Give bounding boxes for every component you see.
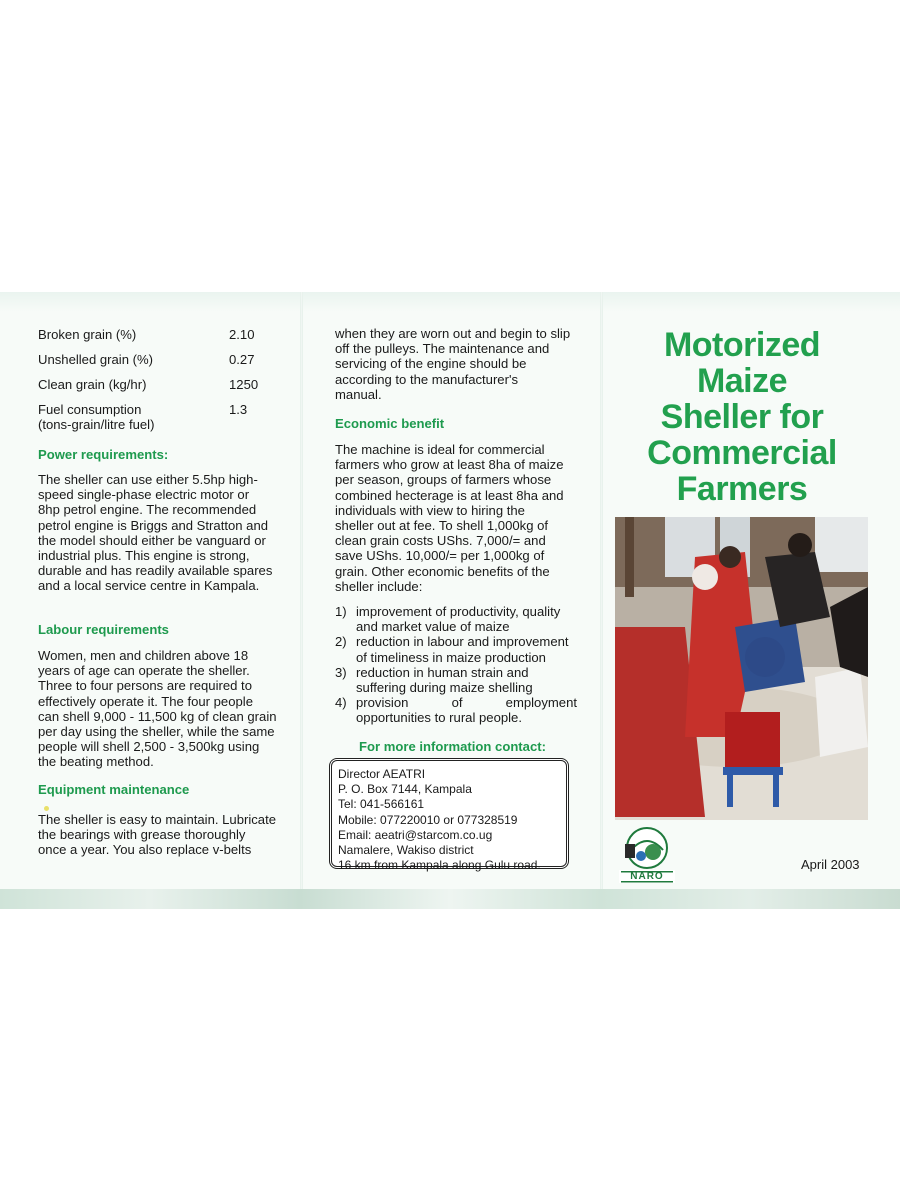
labour-paragraph <box>38 648 284 770</box>
spec-label: Unshelled grain (%) <box>38 352 153 367</box>
contact-line: Director AEATRI <box>338 767 426 781</box>
text-line: sheller include: <box>335 578 423 594</box>
text-line: can shell 9,000 - 11,500 kg of clean grain <box>38 708 277 724</box>
list-item <box>335 695 577 725</box>
power-paragraph <box>38 472 284 594</box>
text-line: the model should either be vanguard or <box>38 532 266 548</box>
power-heading: Power requirements: <box>38 447 169 462</box>
spec-label: Fuel consumption <box>38 402 142 417</box>
text-line: effectively operate it. The four people <box>38 693 253 709</box>
economic-paragraph <box>335 442 577 594</box>
spec-value: 1250 <box>229 377 259 392</box>
text-line: suffering during maize shelling <box>356 680 533 696</box>
publication-date: April 2003 <box>801 857 860 872</box>
economic-heading: Economic benefit <box>335 416 445 431</box>
text-line: off the pulleys. The maintenance and <box>335 341 550 357</box>
text-line: reduction in human strain and <box>356 664 529 680</box>
text-line: grain. Other economic benefits of the <box>335 563 550 579</box>
maize-sheller-photo <box>615 517 868 820</box>
title-line: Commercial <box>647 434 837 472</box>
photo-illustration <box>615 517 868 820</box>
list-number: 1) <box>335 604 347 619</box>
title-line: Maize <box>696 362 788 400</box>
benefits-list <box>335 604 577 726</box>
maintenance-paragraph <box>38 812 284 858</box>
list-number: 4) <box>335 695 347 711</box>
text-line: and a local service centre in Kampala. <box>38 578 260 594</box>
text-line: per day using the sheller, while the same <box>38 724 275 740</box>
text-line: The machine is ideal for commercial <box>335 442 545 457</box>
text-line: manual. <box>335 386 382 402</box>
left-panel <box>26 312 288 887</box>
fold-line-2 <box>600 292 603 909</box>
text-line: Three to four persons are required to <box>38 678 252 694</box>
naro-logo <box>619 822 675 884</box>
contact-line: Tel: 041-566161 <box>338 797 425 812</box>
scan-edge-top <box>0 292 900 312</box>
scan-edge-bottom <box>0 889 900 909</box>
text-line: according to the manufacturer's <box>335 371 518 387</box>
spec-label: Broken grain (%) <box>38 327 137 342</box>
text-line: once a year. You also replace v-belts <box>38 842 252 858</box>
contact-email[interactable]: Email: aeatri@starcom.co.ug <box>338 827 493 842</box>
list-item <box>335 665 577 695</box>
text-line: individuals with view to hiring the <box>335 502 525 518</box>
text-line: reduction in labour and improvement <box>356 634 569 650</box>
text-line: save UShs. 10,000/= per 1,000kg of <box>335 548 545 564</box>
text-line: speed single-phase electric motor or <box>38 487 250 503</box>
text-line: industrial plus. This engine is strong, <box>38 548 250 564</box>
text-line: opportunities to rural people. <box>356 710 522 726</box>
text-line: combined hecterage is at least 8ha and <box>335 487 564 503</box>
maintenance-continued <box>335 326 577 402</box>
contact-line: Mobile: 077220010 or 077328519 <box>338 812 518 827</box>
text-line: durable and has readily available spares <box>38 563 273 579</box>
text-line: the bearings with grease thoroughly <box>38 827 246 843</box>
title-line: Sheller for <box>660 398 824 436</box>
text-line: clean grain costs UShs. 7,000/= and <box>335 533 546 549</box>
list-item <box>335 634 577 664</box>
text-line: of timeliness in maize production <box>356 649 546 665</box>
text-line: farmers who grow at least 8ha of maize <box>335 457 564 473</box>
text-line: The sheller can use either 5.5hp high- <box>38 472 258 487</box>
maintenance-heading: Equipment maintenance <box>38 782 190 797</box>
list-item <box>335 604 577 634</box>
spec-sublabel: (tons-grain/litre fuel) <box>38 417 155 432</box>
text-line: servicing of the engine should be <box>335 356 527 372</box>
title-line: Farmers <box>676 470 808 508</box>
text-line: Women, men and children above 18 <box>38 648 249 663</box>
text-line: sheller out at fee. To shell 1,000kg of <box>335 518 549 534</box>
text-line: improvement of productivity, quality <box>356 604 561 619</box>
spec-value: 2.10 <box>229 327 255 342</box>
contact-heading: For more information contact: <box>359 739 546 754</box>
text-line: people will shell 2,500 - 3,500kg using <box>38 739 260 755</box>
text-line: The sheller is easy to maintain. Lubricate <box>38 812 276 827</box>
cover-panel <box>611 312 873 887</box>
contact-line: Namalere, Wakiso district <box>338 843 474 858</box>
logo-text: NARO <box>630 871 664 882</box>
text-line: provision of employment <box>356 695 577 711</box>
contact-line: 16 km from Kampala along Gulu road. <box>338 858 541 873</box>
spec-value: 0.27 <box>229 352 255 367</box>
yellow-dot <box>44 806 49 811</box>
text-line: the beating method. <box>38 754 154 770</box>
text-line: when they are worn out and begin to slip <box>335 326 571 341</box>
middle-panel <box>335 312 577 887</box>
spec-label: Clean grain (kg/hr) <box>38 377 147 392</box>
contact-line: P. O. Box 7144, Kampala <box>338 782 472 797</box>
cover-title <box>611 327 873 507</box>
list-number: 3) <box>335 664 347 680</box>
text-line: and market value of maize <box>356 619 510 635</box>
list-number: 2) <box>335 634 347 650</box>
fold-line-1 <box>300 292 303 909</box>
contact-box <box>329 758 569 873</box>
text-line: 8hp petrol engine. The recommended <box>38 502 257 518</box>
title-line: Motorized <box>663 326 821 364</box>
text-line: petrol engine is Briggs and Stratton and <box>38 517 269 533</box>
labour-heading: Labour requirements <box>38 622 169 637</box>
text-line: per season, groups of farmers whose <box>335 472 552 488</box>
spec-value: 1.3 <box>229 402 248 417</box>
brochure <box>0 292 900 909</box>
text-line: years of age can operate the sheller. <box>38 663 250 679</box>
